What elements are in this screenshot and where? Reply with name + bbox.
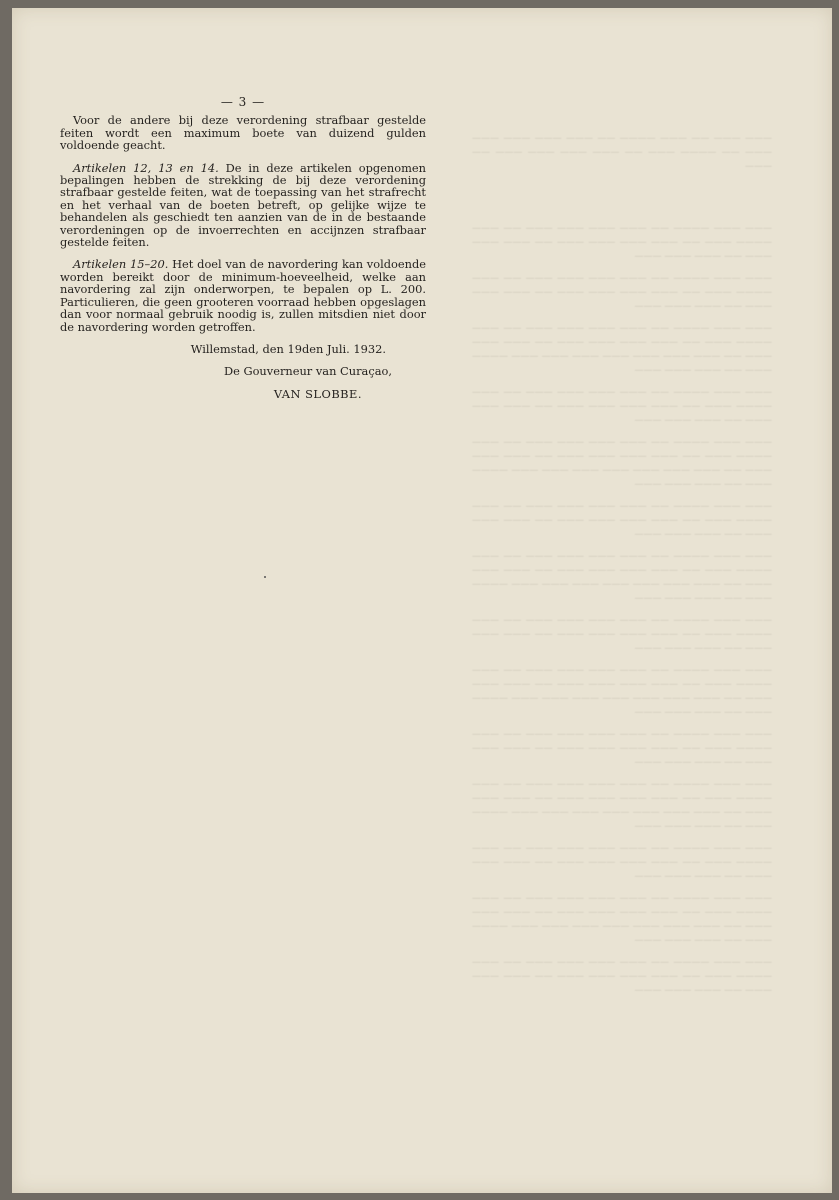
paragraph-artikelen-15-20 xyxy=(60,258,426,332)
document-page xyxy=(12,8,832,1193)
article-reference: Artikelen 15–20. xyxy=(73,257,169,272)
paragraph-body: Voor de andere bij deze verordening strafbaar gestelde feiten wordt een maximum boete van duizend gulden voldoende geacht. xyxy=(60,113,426,153)
article-reference: Artikelen 12, 13 en 14. xyxy=(73,160,219,175)
show-through-texture: ——— ——— —— ——— ———— —— ——— ——— ——— ——— ——— —— ———— ——— —— ——— ——— ——— ——— —— ——— ——— ——— ———— —— ——— ——— ——— ——— —— ——— ———— ——— —— ——— ——— ——— ——— —— ——— ——— ——— —— ——— ——— ——— ——— ——— ———— —— ——— ——— ——— ——— —— ——— ———— ——— —— ——— ——— ——— ——— —— ——— ——— ——— —— ——— ——— ——— ——— ——— ———— —— ——— ——— ——— ——— —— ——— ———— ——— —— ——— ——— ——— ——— —— ——— ——— ——— —— ——— ——— ——— ——— ——— ——— ——— ———— ——— —— ——— ——— ——— ——— ——— ———— —— ——— ——— ——— ——— —— ——— ———— ——— —— ——— ——— ——— ——— —— ——— ——— ——— —— ——— ——— ——— ——— ——— ———— —— ——— ——— ——— ——— —— ——— ———— ——— —— ——— ——— ——— ——— —— ——— ——— ——— —— ——— ——— ——— ——— ——— ——— ——— ———— ——— —— ——— ——— ——— ——— ——— ———— —— ——— ——— ——— ——— —— ——— ———— ——— —— ——— ——— ——— ——— —— ——— ——— ——— —— ——— ——— ——— ——— ——— ———— —— ——— ——— ——— ——— —— ——— ———— ——— —— ——— ——— ——— ——— —— ——— ——— ——— —— ——— ——— ——— ——— ——— ——— ——— ———— ——— —— ——— ——— ——— ——— ——— ———— —— ——— ——— ——— ——— —— ——— ———— ——— —— ——— ——— ——— ——— —— ——— ——— ——— —— ——— ——— ——— ——— ——— ———— —— ——— ——— ——— ——— —— ——— ———— ——— —— ——— ——— ——— ——— —— ——— ——— ——— —— ——— ——— ——— ——— ——— ——— ——— ———— ——— —— ——— ——— ——— ——— ——— ———— —— ——— ——— ——— ——— —— ——— ———— ——— —— ——— ——— ——— ——— —— ——— ——— ——— —— ——— ——— ——— ——— ——— ———— —— ——— ——— ——— ——— —— ——— ———— ——— —— ——— ——— ——— ——— —— ——— ——— ——— —— ——— ——— ——— ——— ——— ——— ——— ———— ——— —— ——— ——— ——— ——— ——— ———— —— ——— ——— ——— ——— —— ——— ———— ——— —— ——— ——— ——— ——— —— ——— ——— ——— —— ——— ——— ——— ——— ——— ———— —— ——— ——— ——— ——— —— ——— ———— ——— —— ——— ——— ——— ——— —— ——— ——— ——— —— ——— ——— ——— ——— ——— ——— ——— ———— ——— —— ——— ——— ——— ——— ——— ———— —— ——— ——— ——— ——— —— ——— ———— ——— —— ——— ——— ——— ——— —— ——— ——— ——— —— ——— ——— ——— xyxy=(472,134,772,996)
signatory-title: De Gouverneur van Curaçao, xyxy=(223,364,392,379)
date-line: Willemstad, den 19den Juli. 1932. xyxy=(190,341,386,356)
page-number: — 3 — xyxy=(220,95,266,109)
paragraph-artikelen-12-14 xyxy=(60,162,426,249)
ink-speck xyxy=(264,576,266,578)
signatory-name: VAN SLOBBE. xyxy=(273,386,362,401)
text-column xyxy=(60,96,426,400)
paragraph-body: Het doel van de navordering kan voldoende worden bereikt door de minimum-hoeveelheid, welke aan navordering zal zijn onderworpen, te bepalen op L. 200. Particulieren, die geen grooteren voorraad hebben opgeslagen dan voor normaal gebruik noodig is, zullen mitsdien niet door de navordering worden getroffen. xyxy=(60,257,426,334)
paragraph-body: De in deze artikelen opgenomen bepalingen hebben de strekking de bij deze verordening strafbaar gestelde feiten, wat de toepassing van het strafrecht en het verhaal van de boeten betreft, op gelijke wijze te behandelen als geschiedt ten aanzien van de in de bestaande verordeningen op de invoerrechten en accijnzen strafbaar gestelde feiten. xyxy=(60,160,426,250)
paragraph-boete xyxy=(60,114,426,151)
